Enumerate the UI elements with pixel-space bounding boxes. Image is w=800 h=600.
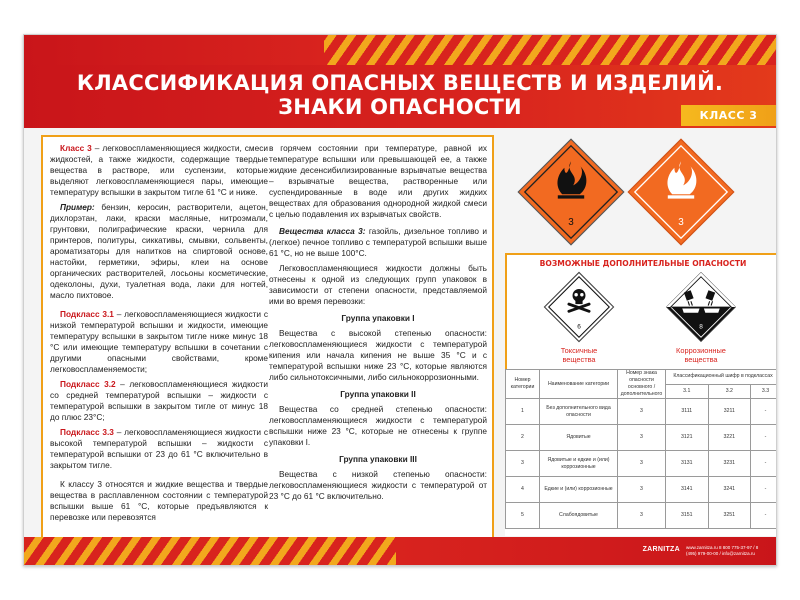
table-row (506, 399, 778, 425)
title-line-2: ЗНАКИ ОПАСНОСТИ (278, 95, 522, 119)
table-cell-c31: 3121 (666, 425, 709, 451)
table-row (506, 503, 778, 529)
table-cell-c32: 3211 (708, 399, 751, 425)
table-cell-c32: 3251 (708, 503, 751, 529)
sign-number: 3 (678, 217, 684, 228)
table-cell-sign: 3 (618, 425, 666, 451)
additional-hazards-title: ВОЗМОЖНЫЕ ДОПОЛНИТЕЛЬНЫЕ ОПАСНОСТИ (539, 259, 747, 268)
table-cell-c33: - (751, 477, 777, 503)
table-cell-sign: 3 (618, 477, 666, 503)
classification-table-wrap (505, 369, 777, 536)
text-column-left: Класс 3 – легковоспламеняющиеся жидкости, смеси жидкостей, а также жидкости, содержащие твердые вещества в растворе, или суспензии, которые выделяют легковоспламеняющиеся пары, имеющие температуру вспышки в закрытом тигле 61 °С и ниже. Пример: бензин, керосин, растворители, ацетон, дихлорэтан, лаки, краски масляные, нитроэмали, грунтовки, полиграфические краски, чернила для принтеров, политуры, сиккативы, смывки, сольвенты, ароматизаторы для напитков на спиртовой основе, настойки, герметики, эфиры, клеи на основе органических растворителей, лосьоны косметические, одеколоны, духи, туалетная вода, лаки для ногтей, масло пихтовое. Подкласс 3.1 – легковоспламеняющиеся жидкости с низкой температурой вспышки и жидкости, имеющие температуру вспышки в закрытом тигле ниже минус 18 °С или имеющие температуру вспышки в сочетании с другими опасными свойствами, кроме легковоспламеняемости; Подкласс 3.2 – легковоспламеняющиеся жидкости со средней температурой вспышки – жидкости с температурой вспышки в закрытом тигле от минус 18 до плюс 23°С; Подкласс 3.3 – легковоспламеняющиеся жидкости с высокой температурой вспышки – жидкости с температурой вспышки от 23 до 61 °С включительно в закрытом тигле. К классу 3 относятся и жидкие вещества и твердые вещества в расплавленном состоянии с температурой вспышки выше 61 °С, которые предъявляются к перевозке или перевозятся (50, 143, 269, 522)
table-cell-name: Едкие и (или) коррозионные (540, 477, 618, 503)
table-cell-num: 1 (506, 399, 540, 425)
poster (23, 34, 777, 566)
contact-info: www.zarnitza.ru 8 800 775-37-97 / 8 (495) 979-00-00 / info@zarnitza.ru (686, 545, 759, 556)
table-cell-c31: 3111 (666, 399, 709, 425)
toxic-skull-sign (543, 271, 615, 343)
class-badge: КЛАСС 3 (681, 105, 776, 126)
table-cell-num: 5 (506, 503, 540, 529)
top-stripe-band (24, 35, 776, 65)
classification-table: Номер категории Наименование категории Номер знака опасности основного / дополнительного Классификационный шифр в подклассах 3.1 3.2 3.3 1 Без дополнительного вида опасности 3 3111 3211 - 2 Ядовитые 3 3121 3221 - 3 Ядовитые и едкие и (или) коррозионные 3 3131 3231 - 4 Едкие и (или) коррозионные 3 3141 3241 - 5 Слабоядовитые 3 3151 3251 - (505, 369, 777, 529)
bottom-stripe-band (24, 537, 776, 566)
table-cell-c32: 3221 (708, 425, 751, 451)
table-cell-c33: - (751, 451, 777, 477)
title-line-1: КЛАССИФИКАЦИЯ ОПАСНЫХ ВЕЩЕСТВ И ИЗДЕЛИЙ. (76, 71, 724, 95)
table-cell-sign: 3 (618, 503, 666, 529)
corrosive-caption: Коррозионные вещества (676, 346, 726, 364)
flammable-liquid-sign-black (516, 137, 626, 247)
table-cell-c31: 3131 (666, 451, 709, 477)
additional-hazards-box (505, 253, 777, 373)
table-row (506, 477, 778, 503)
table-cell-sign: 3 (618, 451, 666, 477)
table-row (506, 451, 778, 477)
table-cell-c33: - (751, 425, 777, 451)
table-row (506, 425, 778, 451)
table-cell-c31: 3141 (666, 477, 709, 503)
brand-logo: ZARNITZA (642, 546, 680, 553)
page-title (24, 71, 776, 119)
table-cell-num: 4 (506, 477, 540, 503)
text-panel (41, 135, 494, 540)
table-cell-sign: 3 (618, 399, 666, 425)
table-cell-c31: 3151 (666, 503, 709, 529)
corrosive-sign (665, 271, 737, 343)
table-cell-name: Без дополнительного вида опасности (540, 399, 618, 425)
table-cell-c32: 3231 (708, 451, 751, 477)
title-band (24, 65, 776, 128)
table-cell-c33: - (751, 399, 777, 425)
svg-text:8: 8 (699, 323, 703, 331)
text-column-right: в горячем состоянии при температуре, равной их температуре вспышки или превышающей ее, а также жидкие десенсибилизированные взрывчатые вещества – взрывчатые вещества, растворенные или суспендированные в воде или других жидких веществах для образования однородной жидкой смеси с целью подавления их взрывчатых свойств. Вещества класса 3: газойль, дизельное топливо и (легкое) печное топливо с температурой вспышки выше 61 °С, но не выше 100°С. Легковоспламеняющиеся жидкости должны быть отнесены к одной из следующих групп упаковок в зависимости от степени опасности, представляемой ими во время перевозки: Группа упаковки I Вещества с высокой степенью опасности: легковоспламеняющиеся жидкости с температурой кипения или начала кипения не выше 35 °С и с температурой вспышки ниже 23 °С, которые являются либо сильнотоксичными, либо сильнокоррозионными. Группа упаковки II Вещества со средней степенью опасности: легковоспламеняющиеся жидкости с температурой вспышки ниже 23 °С, которые не отнесены к группе упаковки I. Группа упаковки III Вещества с низкой степенью опасности: легковоспламеняющиеся жидкости с температурой от 23 °С до 61 °С включительно. (269, 143, 487, 501)
table-cell-name: Слабоядовитые (540, 503, 618, 529)
sign-number: 3 (568, 217, 574, 228)
toxic-caption: Токсичные вещества (560, 346, 598, 364)
table-cell-c32: 3241 (708, 477, 751, 503)
table-cell-c33: - (751, 503, 777, 529)
table-cell-num: 2 (506, 425, 540, 451)
table-cell-name: Ядовитые (540, 425, 618, 451)
svg-text:6: 6 (577, 323, 581, 331)
table-cell-name: Ядовитые и едкие и (или) коррозионные (540, 451, 618, 477)
table-cell-num: 3 (506, 451, 540, 477)
flammable-liquid-sign-white (626, 137, 736, 247)
